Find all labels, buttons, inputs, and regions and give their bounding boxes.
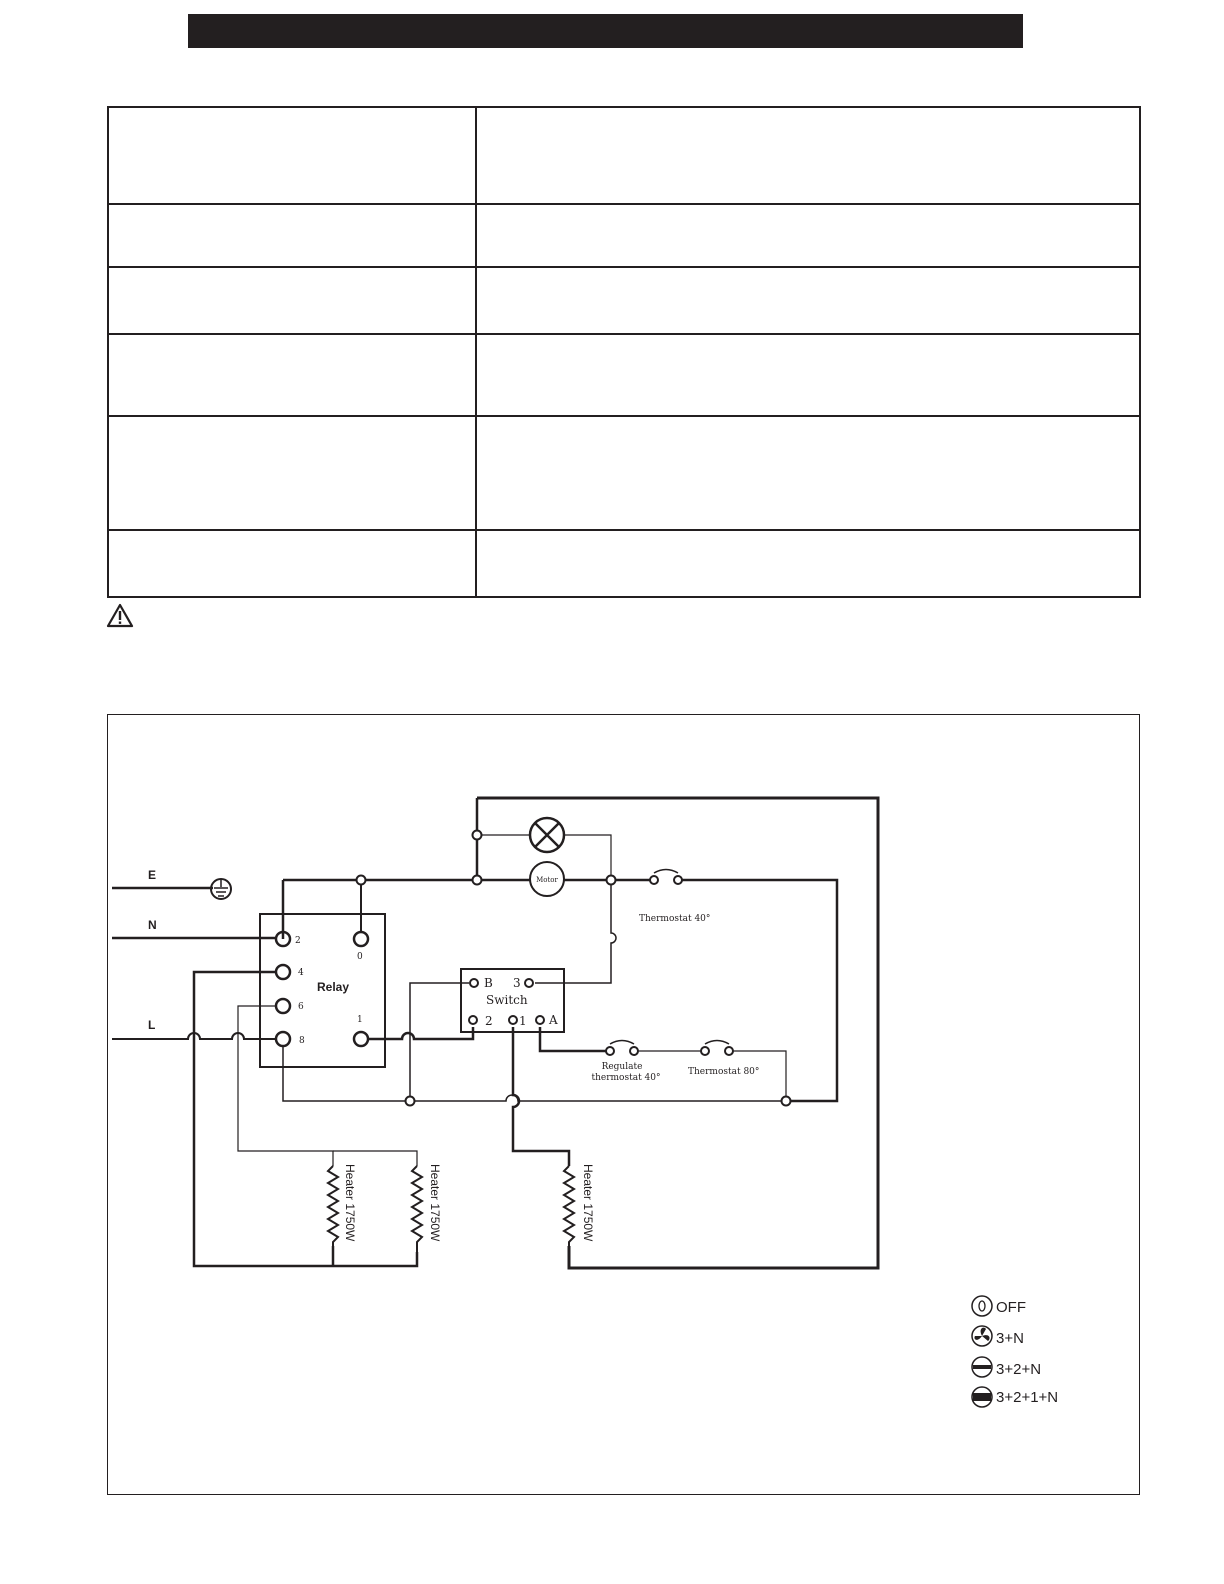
relay-terminal-4: 4 bbox=[298, 968, 304, 978]
switch-terminal-a: A bbox=[549, 1013, 558, 1027]
switch-label: Switch bbox=[486, 993, 528, 1007]
legend-fan-label: 3+N bbox=[996, 1330, 1024, 1347]
live-label: L bbox=[148, 1018, 156, 1032]
legend-off-label: OFF bbox=[996, 1299, 1026, 1316]
switch-terminal-3: 3 bbox=[513, 976, 521, 990]
neutral-label: N bbox=[148, 918, 157, 932]
heater-label: Heater 1750W bbox=[581, 1164, 595, 1242]
relay-terminal-0: 0 bbox=[357, 952, 363, 962]
thermostat-40-label: Thermostat 40° bbox=[639, 914, 711, 924]
switch-terminal-2: 2 bbox=[485, 1014, 493, 1028]
thermostat-80-label: Thermostat 80° bbox=[688, 1067, 760, 1077]
full-heat-icon bbox=[972, 1387, 992, 1407]
legend-half-label: 3+2+N bbox=[996, 1361, 1042, 1378]
relay-terminal-6: 6 bbox=[298, 1002, 304, 1012]
regulate-thermostat-label-line1: Regulate bbox=[601, 1062, 643, 1072]
regulate-thermostat-label-line2: thermostat 40° bbox=[591, 1073, 661, 1083]
legend bbox=[972, 1296, 1058, 1407]
earth-label: E bbox=[148, 868, 157, 882]
relay-label: Relay bbox=[317, 980, 350, 994]
relay-terminal-2: 2 bbox=[295, 936, 301, 946]
relay-terminal-1: 1 bbox=[357, 1015, 363, 1025]
heater-label: Heater 1750W bbox=[428, 1164, 442, 1242]
switch-terminal-b: B bbox=[484, 976, 493, 990]
power-off-icon bbox=[972, 1296, 992, 1316]
heater-label: Heater 1750W bbox=[343, 1164, 357, 1242]
fan-icon bbox=[972, 1326, 992, 1346]
motor-label: Motor bbox=[536, 876, 558, 884]
half-heat-icon bbox=[972, 1357, 992, 1377]
switch-terminal-1: 1 bbox=[519, 1014, 527, 1028]
legend-full-label: 3+2+1+N bbox=[996, 1389, 1059, 1406]
relay-terminal-8: 8 bbox=[299, 1036, 305, 1046]
